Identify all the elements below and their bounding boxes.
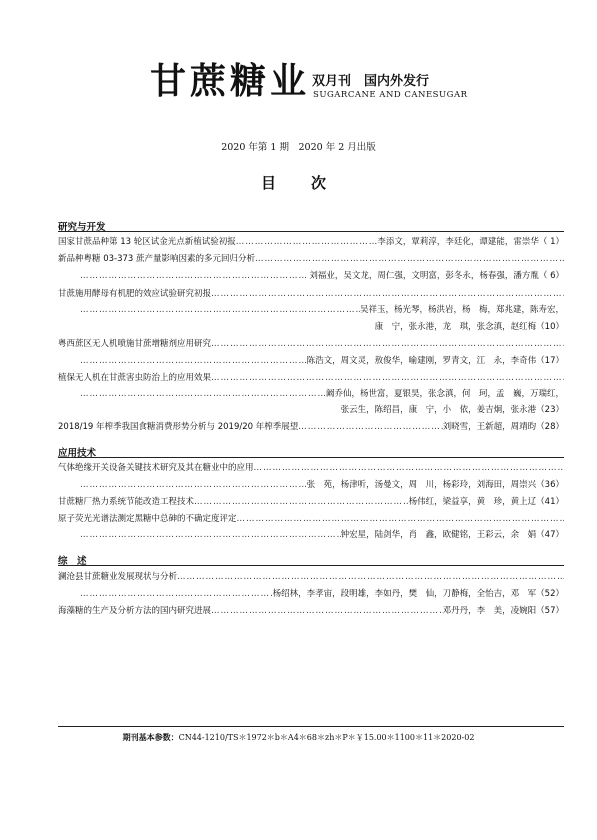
footer-rule xyxy=(58,726,564,727)
journal-parameters xyxy=(0,732,597,743)
toc-entry-continuation[interactable] xyxy=(80,304,564,317)
leader-dots xyxy=(255,253,564,266)
entry-title: 植保无人机在甘蔗害虫防治上的应用效果 xyxy=(58,373,212,383)
toc-title: 目 次 xyxy=(260,174,336,192)
entry-authors-continued: 张云生，陈绍昌，康 宁，小 依，姜吉炯，张永港（23） xyxy=(340,405,564,415)
leader-dots xyxy=(237,513,564,526)
entry-title: 原子荧光光谱法测定黑糖中总砷的不确定度评定 xyxy=(58,514,237,524)
toc-entry-continuation[interactable] xyxy=(80,479,564,492)
entry-title: 2018/19 年榨季我国食糖消费形势分析与 2019/20 年榨季展望 xyxy=(58,422,299,432)
leader-dots xyxy=(298,421,442,434)
toc-entry-continuation[interactable] xyxy=(80,529,564,542)
leader-dots xyxy=(80,270,309,283)
entry-title: 海藻糖的生产及分析方法的国内研究进展 xyxy=(58,606,212,616)
entry-authors: 邓丹丹，李 美，凌婉阳（57） xyxy=(442,606,564,616)
entry-authors: 张 苑，杨津听，汤曼文，周 川，杨彩玲，刘海田，周崇兴（36） xyxy=(306,480,564,490)
entry-authors: 刘福业，吴文龙，周仁强，文明富，彭冬永，杨春强，潘方胤（ 6） xyxy=(309,271,564,281)
section-heading: 综 述 xyxy=(58,556,87,567)
entry-authors: 陈浩文，周文灵，敖俊华，喻建刚，罗青文，江 永，李奇伟（17） xyxy=(306,356,564,366)
entry-authors: 李添文，覃莉淳，李廷化，谭建能，雷崇华（ 1） xyxy=(377,237,564,247)
entry-authors: 刘晓雪，王新超，周靖昀（28） xyxy=(442,422,564,432)
toc-entry-continuation[interactable] xyxy=(80,588,564,601)
toc-entry[interactable] xyxy=(58,236,564,249)
entry-title: 国家甘蔗品种第 13 轮区试金光点新植试验初报 xyxy=(58,237,236,247)
entry-authors: 钟宏星，陆剑华，肖 鑫，欧健铭，王彩云，余 娟（47） xyxy=(340,530,564,540)
toc-entry[interactable] xyxy=(58,462,564,475)
entry-authors: 杨绍林，李孝宙，段明雄，李如丹，樊 仙，刀静梅，全怡吉，邓 军（52） xyxy=(272,589,564,599)
toc-entry[interactable] xyxy=(58,571,564,584)
leader-dots xyxy=(80,355,307,368)
entry-title: 甘蔗施用酵母有机肥的效应试验研究初报 xyxy=(58,289,212,299)
toc-entry-continuation[interactable] xyxy=(80,355,564,368)
toc-entry[interactable] xyxy=(58,288,564,301)
section-heading: 应用技术 xyxy=(58,448,97,459)
leader-dots xyxy=(211,338,564,351)
section-rule xyxy=(58,457,564,458)
leader-dots xyxy=(80,479,307,492)
leader-dots xyxy=(211,372,564,385)
leader-dots xyxy=(236,236,378,249)
entry-authors-continued: 康 宁，张永港，龙 琪，张念滇，赵红梅（10） xyxy=(374,322,564,332)
toc-entry[interactable] xyxy=(58,513,564,526)
parameters-value: CN44-1210/TS＊1972＊b＊A4＊68＊zh＊P＊￥15.00＊1100＊11＊2020-02 xyxy=(178,733,475,742)
masthead-title: 甘蔗糖业 xyxy=(150,61,311,102)
entry-authors: 吴祥玉，杨光琴，杨洪岩，杨 梅，郑兆建，陈寿宏， xyxy=(359,305,564,315)
toc-entry[interactable] xyxy=(58,253,564,266)
leader-dots xyxy=(80,588,273,601)
entry-title: 甘蔗糖厂热力系统节能改造工程技术 xyxy=(58,497,195,507)
section-heading: 研究与开发 xyxy=(58,222,106,233)
toc-entry[interactable] xyxy=(58,372,564,385)
toc-entry-continuation[interactable] xyxy=(80,388,564,401)
toc-entry[interactable] xyxy=(58,338,564,351)
leader-dots xyxy=(80,388,326,401)
toc-entry[interactable] xyxy=(58,605,564,618)
toc-entry-continuation[interactable] xyxy=(80,270,564,283)
leader-dots xyxy=(194,496,409,509)
masthead-english: SUGARCANE AND CANESUGAR xyxy=(313,90,468,100)
section-rule xyxy=(58,565,564,566)
entry-authors: 阚乔仙，杨世富，夏银昊，张念滇，何 珂，孟 巍，万瑞红， xyxy=(325,389,564,399)
entry-title: 气体绝缘开关设备关键技术研究及其在糖业中的应用 xyxy=(58,463,254,473)
entry-title: 粤西蔗区无人机喷施甘蔗增糖剂应用研究 xyxy=(58,339,212,349)
leader-dots xyxy=(177,571,564,584)
parameters-label: 期刊基本参数： xyxy=(122,733,179,742)
issue-line: 2020 年第 1 期 2020 年 2 月出版 xyxy=(221,142,376,153)
section-rule xyxy=(58,231,564,232)
leader-dots xyxy=(254,462,564,475)
leader-dots xyxy=(211,288,564,301)
masthead-subtitle: 双月刊 国内外发行 xyxy=(312,74,430,89)
leader-dots xyxy=(211,605,443,618)
leader-dots xyxy=(80,304,360,317)
toc-entry[interactable] xyxy=(58,496,564,509)
entry-title: 澜沧县甘蔗糖业发展现状与分析 xyxy=(58,572,178,582)
leader-dots xyxy=(80,529,341,542)
toc-entry[interactable] xyxy=(58,421,564,434)
entry-authors: 杨伟红，梁益享，黄 珍，黄上辽（41） xyxy=(408,497,564,507)
entry-title: 新品种粤糖 03-373 蔗产量影响因素的多元回归分析 xyxy=(58,254,256,264)
